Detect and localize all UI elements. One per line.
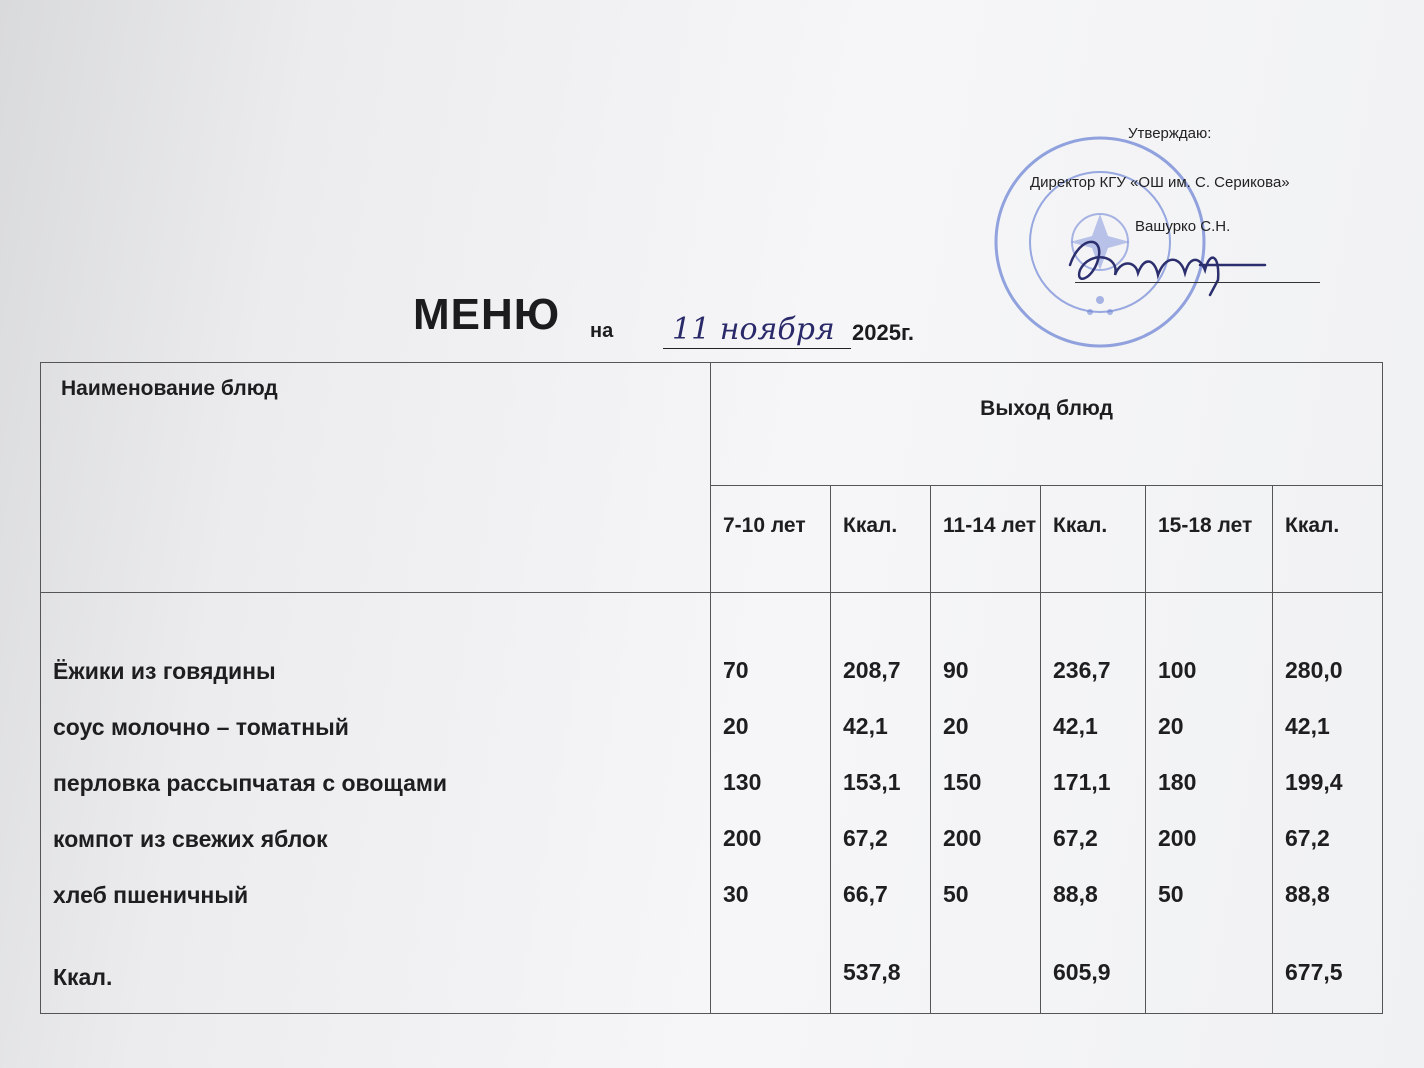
portion-value: 130 <box>723 769 762 795</box>
kcal-value: 208,7 <box>843 657 901 683</box>
page-title: МЕНЮ <box>413 290 561 339</box>
kcal-value: 153,1 <box>843 769 901 795</box>
kcal-total: 537,8 <box>843 959 901 985</box>
kcal-value: 236,7 <box>1053 657 1111 683</box>
handwritten-date: 11 ноября <box>672 312 835 347</box>
kcal-value: 67,2 <box>1285 825 1330 851</box>
value-column-15-18 <box>1146 593 1273 1014</box>
column-header-output: Выход блюд <box>711 363 1383 486</box>
handwritten-signature <box>1060 225 1280 300</box>
approval-director: Директор КГУ «ОШ им. С. Серикова» <box>1030 174 1290 191</box>
kcal-value: 171,1 <box>1053 769 1111 795</box>
portion-value: 70 <box>723 657 749 683</box>
value-column-7-10 <box>711 593 831 1014</box>
date-underline <box>663 348 851 349</box>
portion-value: 200 <box>723 825 762 851</box>
kcal-value: 67,2 <box>843 825 888 851</box>
kcal-total: 605,9 <box>1053 959 1111 985</box>
subheader-kcal-3: Ккал. <box>1273 486 1383 593</box>
portion-value: 150 <box>943 769 982 795</box>
portion-value: 30 <box>723 881 749 907</box>
portion-value: 100 <box>1158 657 1197 683</box>
portion-value: 20 <box>943 713 969 739</box>
portion-value: 20 <box>1158 713 1184 739</box>
kcal-value: 67,2 <box>1053 825 1098 851</box>
portion-value: 50 <box>943 881 969 907</box>
subheader-age-7-10: 7-10 лет <box>711 486 831 593</box>
kcal-value: 280,0 <box>1285 657 1343 683</box>
kcal-value: 88,8 <box>1285 881 1330 907</box>
portion-value: 90 <box>943 657 969 683</box>
kcal-value: 42,1 <box>843 713 888 739</box>
dish-name: соус молочно – томатный <box>53 714 349 740</box>
header-row-top <box>41 363 1383 486</box>
approval-label: Утверждаю: <box>1128 125 1212 142</box>
subheader-kcal-1: Ккал. <box>831 486 931 593</box>
column-header-dish-name: Наименование блюд <box>41 363 711 593</box>
kcal-value: 199,4 <box>1285 769 1343 795</box>
kcal-column-15-18 <box>1273 593 1383 1014</box>
subheader-age-15-18: 15-18 лет <box>1146 486 1273 593</box>
dish-name: хлеб пшеничный <box>53 882 249 908</box>
kcal-value: 66,7 <box>843 881 888 907</box>
year-label: 2025г. <box>852 320 915 345</box>
kcal-value: 88,8 <box>1053 881 1098 907</box>
title-preposition: на <box>590 320 614 342</box>
portion-value: 200 <box>943 825 982 851</box>
kcal-value: 42,1 <box>1053 713 1098 739</box>
kcal-value: 42,1 <box>1285 713 1330 739</box>
signature-line <box>1075 282 1320 283</box>
approval-name: Вашурко С.Н. <box>1135 218 1231 235</box>
dish-name: перловка рассыпчатая с овощами <box>53 770 448 796</box>
subheader-age-11-14: 11-14 лет <box>931 486 1041 593</box>
value-column-11-14 <box>931 593 1041 1014</box>
portion-value: 20 <box>723 713 749 739</box>
kcal-total: 677,5 <box>1285 959 1343 985</box>
subheader-kcal-2: Ккал. <box>1041 486 1146 593</box>
menu-table <box>40 362 1383 1014</box>
portion-value: 180 <box>1158 769 1197 795</box>
kcal-column-11-14 <box>1041 593 1146 1014</box>
dish-name-cell <box>41 593 711 1014</box>
total-kcal-label: Ккал. <box>53 964 113 990</box>
portion-value: 200 <box>1158 825 1197 851</box>
kcal-column-7-10 <box>831 593 931 1014</box>
dish-name: Ёжики из говядины <box>53 658 276 684</box>
dish-name: компот из свежих яблок <box>53 826 328 852</box>
dish-body-row <box>41 593 1383 1014</box>
portion-value: 50 <box>1158 881 1184 907</box>
